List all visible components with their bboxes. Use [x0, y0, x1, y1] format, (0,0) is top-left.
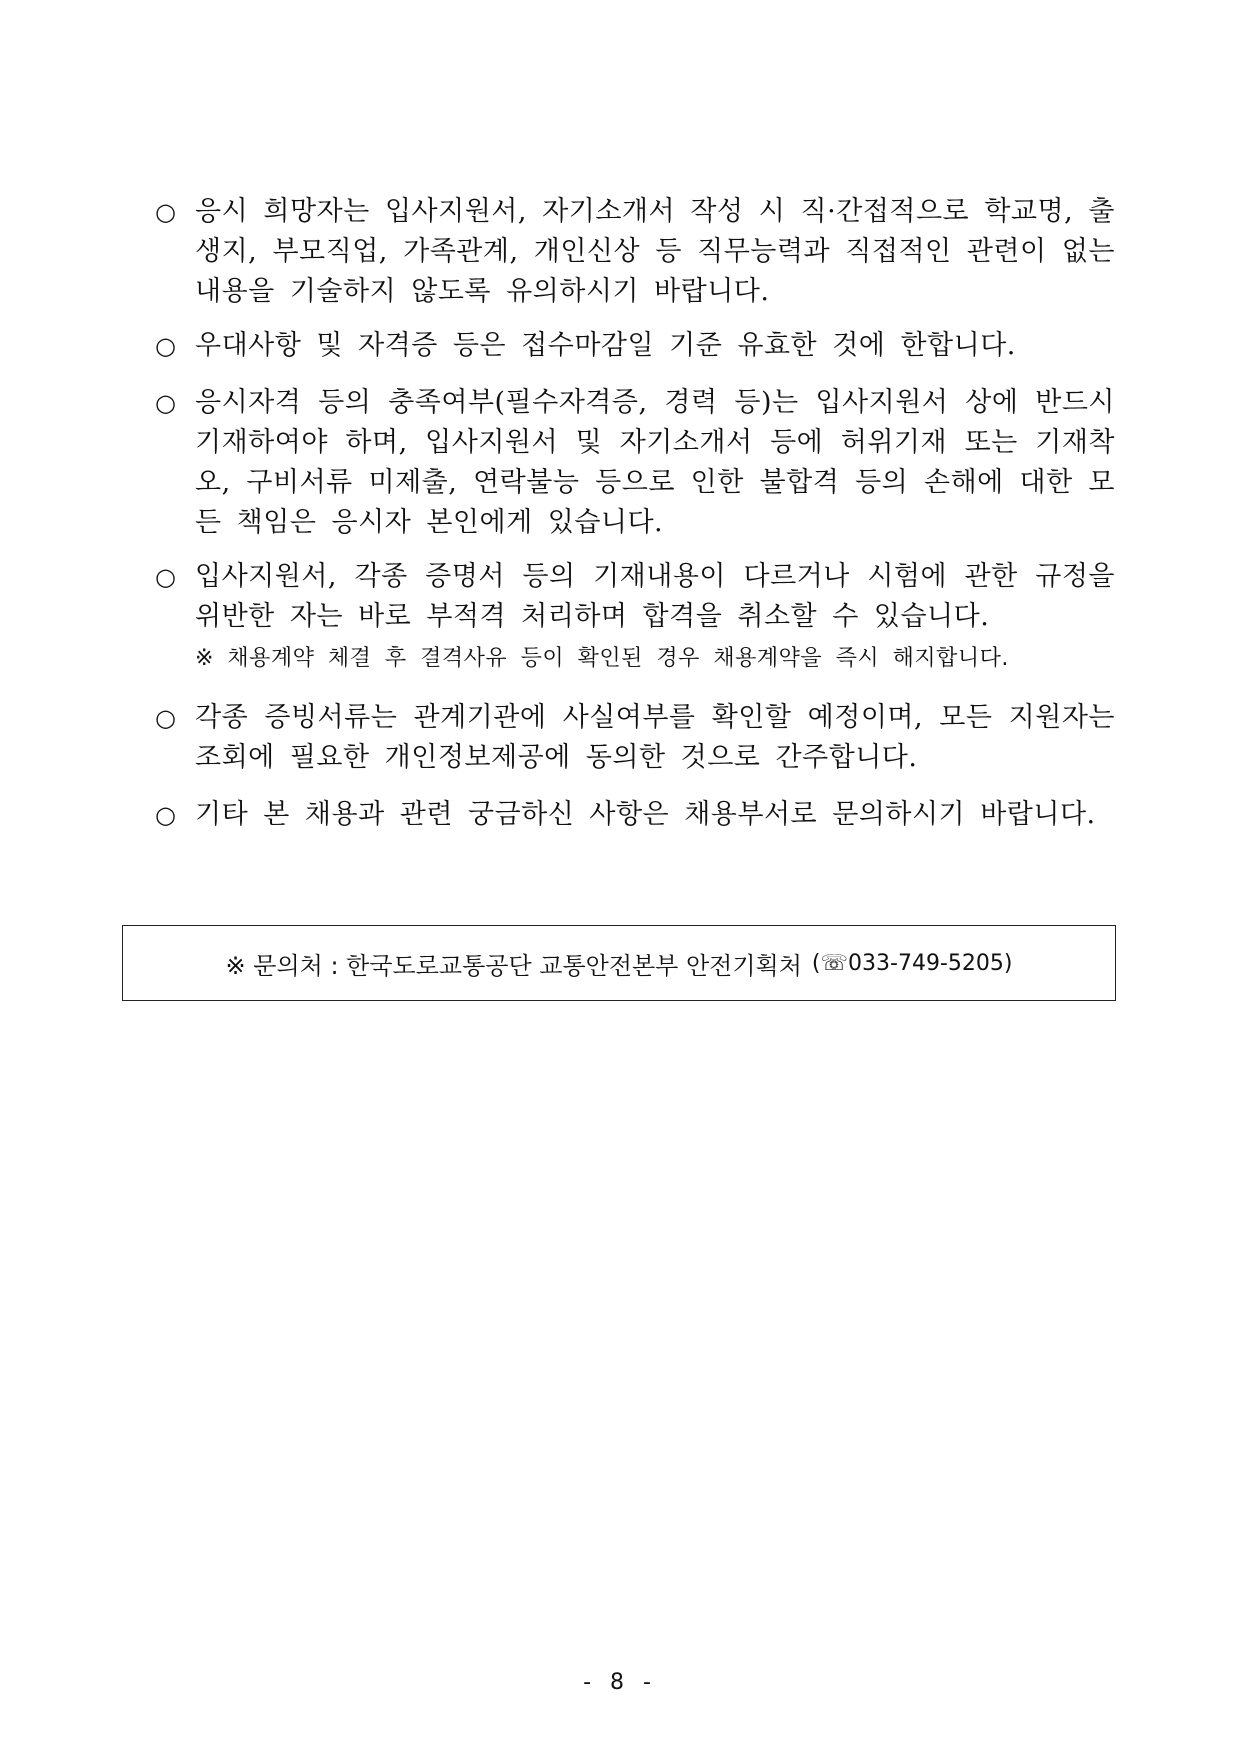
notice-item-6: [155, 795, 1115, 835]
notice-text: 각종 증빙서류는 관계기관에 사실여부를 확인할 예정이며, 모든 지원자는 조회에 필요한 개인정보제공에 동의한 것으로 간주합니다.: [195, 702, 1115, 773]
notice-text: 기타 본 채용과 관련 궁금하신 사항은 채용부서로 문의하시기 바랍니다.: [195, 799, 1096, 830]
contact-phone: (☏033-749-5205): [811, 950, 1013, 976]
notice-item-3: [155, 383, 1115, 543]
bullet-icon: ○: [155, 563, 176, 591]
bullet-icon: ○: [155, 801, 176, 829]
bullet-icon: ○: [155, 389, 176, 417]
sub-note: ※ 채용계약 체결 후 결격사유 등이 확인된 경우 채용계약을 즉시 해지합니다.: [195, 646, 1009, 671]
notice-item-5: [155, 698, 1115, 778]
bullet-icon: ○: [155, 198, 176, 226]
notice-text: 응시 희망자는 입사지원서, 자기소개서 작성 시 직·간접적으로 학교명, 출생지, 부모직업, 가족관계, 개인신상 등 직무능력과 직접적인 관련이 없는 내용을 기술하지 않도록 유의하시기 바랍니다.: [195, 196, 1115, 307]
contact-box: [122, 925, 1116, 1001]
notice-text: 입사지원서, 각종 증명서 등의 기재내용이 다르거나 시험에 관한 규정을 위반한 자는 바로 부적격 처리하며 합격을 취소할 수 있습니다.: [195, 561, 1115, 632]
page-number: - 8 -: [583, 1670, 657, 1695]
notice-item-4: [155, 557, 1115, 637]
bullet-icon: ○: [155, 332, 176, 360]
notice-text: 응시자격 등의 충족여부(필수자격증, 경력 등)는 입사지원서 상에 반드시 기재하여야 하며, 입사지원서 및 자기소개서 등에 허위기재 또는 기재착오, 구비서류 미제출, 연락불능 등으로 인한 불합격 등의 손해에 대한 모든 책임은 응시자 본인에게 있습니다.: [195, 387, 1115, 538]
bullet-icon: ○: [155, 704, 176, 732]
notice-item-1: [155, 192, 1115, 312]
notice-item-2: [155, 326, 1115, 366]
notice-text: 우대사항 및 자격증 등은 접수마감일 기준 유효한 것에 한합니다.: [195, 330, 1016, 361]
contact-label: ※ 문의처 : 한국도로교통공단 교통안전본부 안전기획처: [225, 951, 802, 980]
